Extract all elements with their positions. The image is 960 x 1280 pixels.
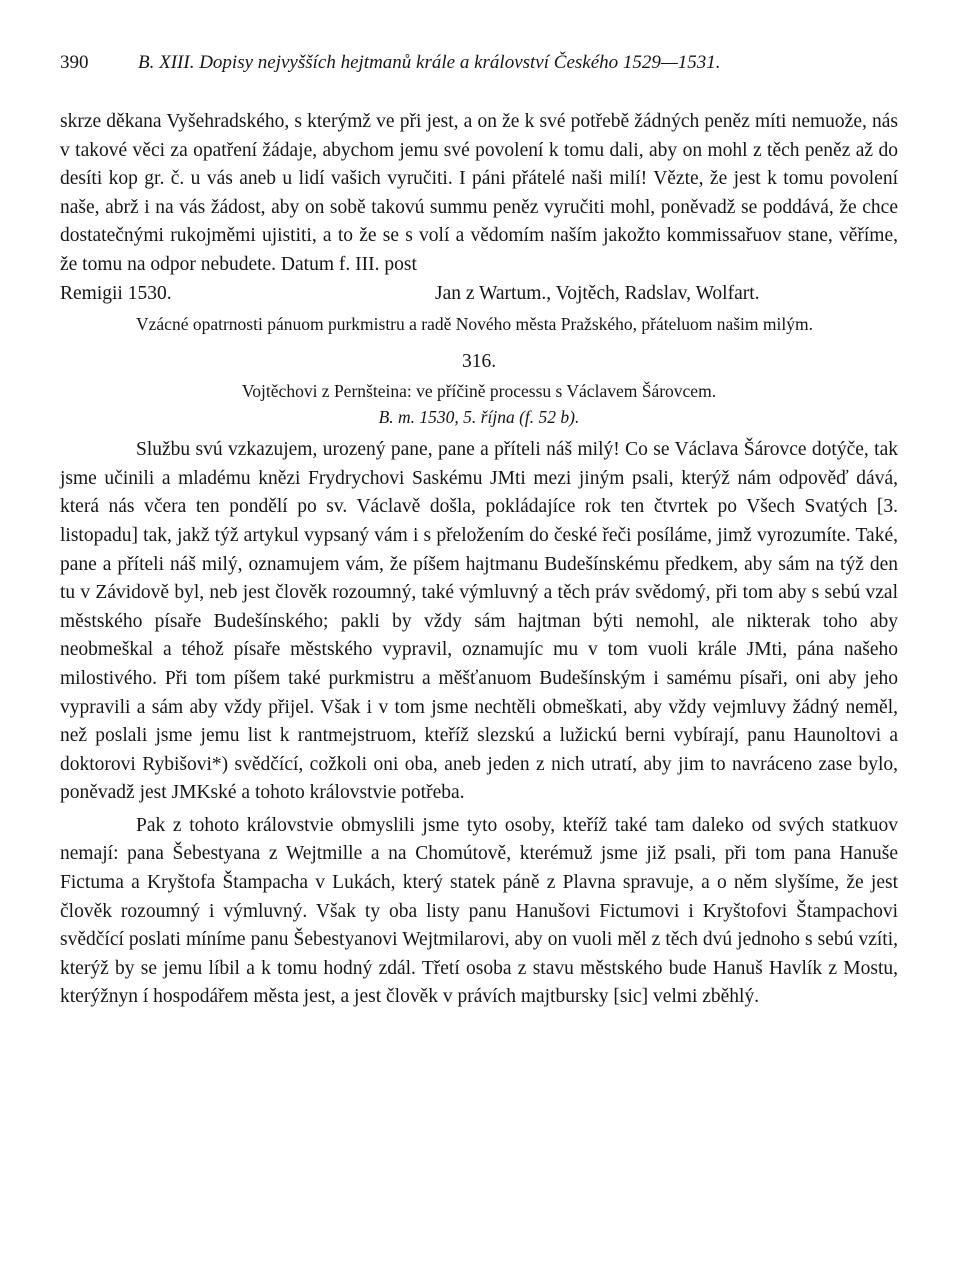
letter-continuation: skrze děkana Vyšehradského, s kterýmž ve při jest, a on že k své potřebě žádných peněz míti nemuože, nás v takové věci za opatření žádaje, abychom jemu své povolení k tomu dali, aby on mohl z těch peněz až do desíti kop gr. č. u vás aneb u lidí vašich vyručiti. I páni přátelé naši milí! Vězte, že jest k tomu povolení naše, abrž i na vás žádost, aby on sobě takovú summu peněz vyručiti mohl, poněvadž se poddává, že chce dostatečnými rukojměmi ujistiti, a to že se s volí a vědomím naším jakožto kommissařuov stane, věříme, že tomu na odpor nebudete. Datum f. III. post	[60, 111, 898, 275]
page-header	[60, 52, 898, 78]
letter-date-end: Remigii 1530.	[60, 282, 172, 304]
page-number: 390	[60, 52, 89, 73]
signatories: Jan z Wartum., Vojtěch, Radslav, Wolfart.	[435, 282, 760, 304]
signature-line	[60, 280, 898, 309]
letter-address: Vzácné opatrnosti pánuom purkmistru a radě Nového města Pražského, přáteluom našim milým.	[136, 314, 813, 335]
document-date: B. m. 1530, 5. října (f. 52 b).	[378, 407, 580, 428]
running-head: B. XIII. Dopisy nejvyšších hejtmanů krále a království Českého 1529—1531.	[138, 52, 721, 73]
document-number: 316.	[461, 351, 497, 373]
book-page	[60, 52, 898, 1012]
document-title: Vojtěchovi z Pernšteina: ve příčině processu s Václavem Šárovcem.	[241, 381, 717, 402]
body-paragraph-2: Pak z tohoto královstvie obmyslili jsme tyto osoby, kteříž také tam daleko od svých statkuov nemají: pana Šebestyana z Wejtmille a na Chomútově, kterémuž jsme již psali, při tom pana Hanuše Fictuma a Kryštofa Štampacha v Lukách, který statek páně z Plavna spravuje, a o něm slyšíme, že jest člověk rozoumný i výmluvný. Však ty oba listy panu Hanušovi Fictumovi i Kryštofovi Štampachovi svědčící poslati míníme panu Šebestyanovi Wejtmilarovi, aby on vuoli měl z těch dvú jednoho s sebú vzíti, kterýž by se jemu líbil a k tomu hodný zdál. Třetí osoba z stavu městského bude Hanuš Havlík z Mostu, kterýžnyn í hospodářem města jest, a jest člověk v právích majtbursky [sic] velmi zběhlý.	[60, 814, 898, 1008]
body-paragraph-1: Službu svú vzkazujem, urozený pane, pane a příteli náš milý! Co se Václava Šárovce dotýče, tak jsme učinili a mladému knězi Frydrychovi Saskému JMti mezi jiným psali, kterýž nám odpověď dává, která nás včera ten pondělí po sv. Václavě došla, pokládajíce rok ten čtvrtek po Všech Svatých [3. listopadu] tak, jakž týž artykul vypsaný vám i s přeložením do české řeči posíláme, jimž vyrozumíte. Také, pane a příteli náš milý, oznamujem vám, že píšem hajtmanu Budešínskému předkem, aby sám na týž den tu v Závidově byl, neb jest člověk rozoumný, také výmluvný a těch práv svědomý, při tom aby s sebú vzal městského písaře Budešínského; pakli by vždy sám hajtman býti nemohl, ale nikterak toho aby neobmeškal a téhož písaře městského vypravil, oznamujíc mu v tom vuoli krále JMti, pána našeho milostivého. Při tom píšem také purkmistru a měšťanuom Budešínským i samému písaři, oni aby jeho vypravili a sám aby vždy přijel. Však i v tom jsme nechtěli obmeškati, aby vždy vejmluvy žádný neměl, než poslali jsme jemu list k rantmejstruom, kteříž slezskú a lužickú berni vybírají, panu Haunoltovi a doktorovi Rybišovi*) svědčící, cožkoli oni oba, aneb jeden z nich utratí, aby jim to navráceno zase bylo, poněvadž jest JMKské a tohoto královstvie potřeba.	[60, 439, 898, 804]
